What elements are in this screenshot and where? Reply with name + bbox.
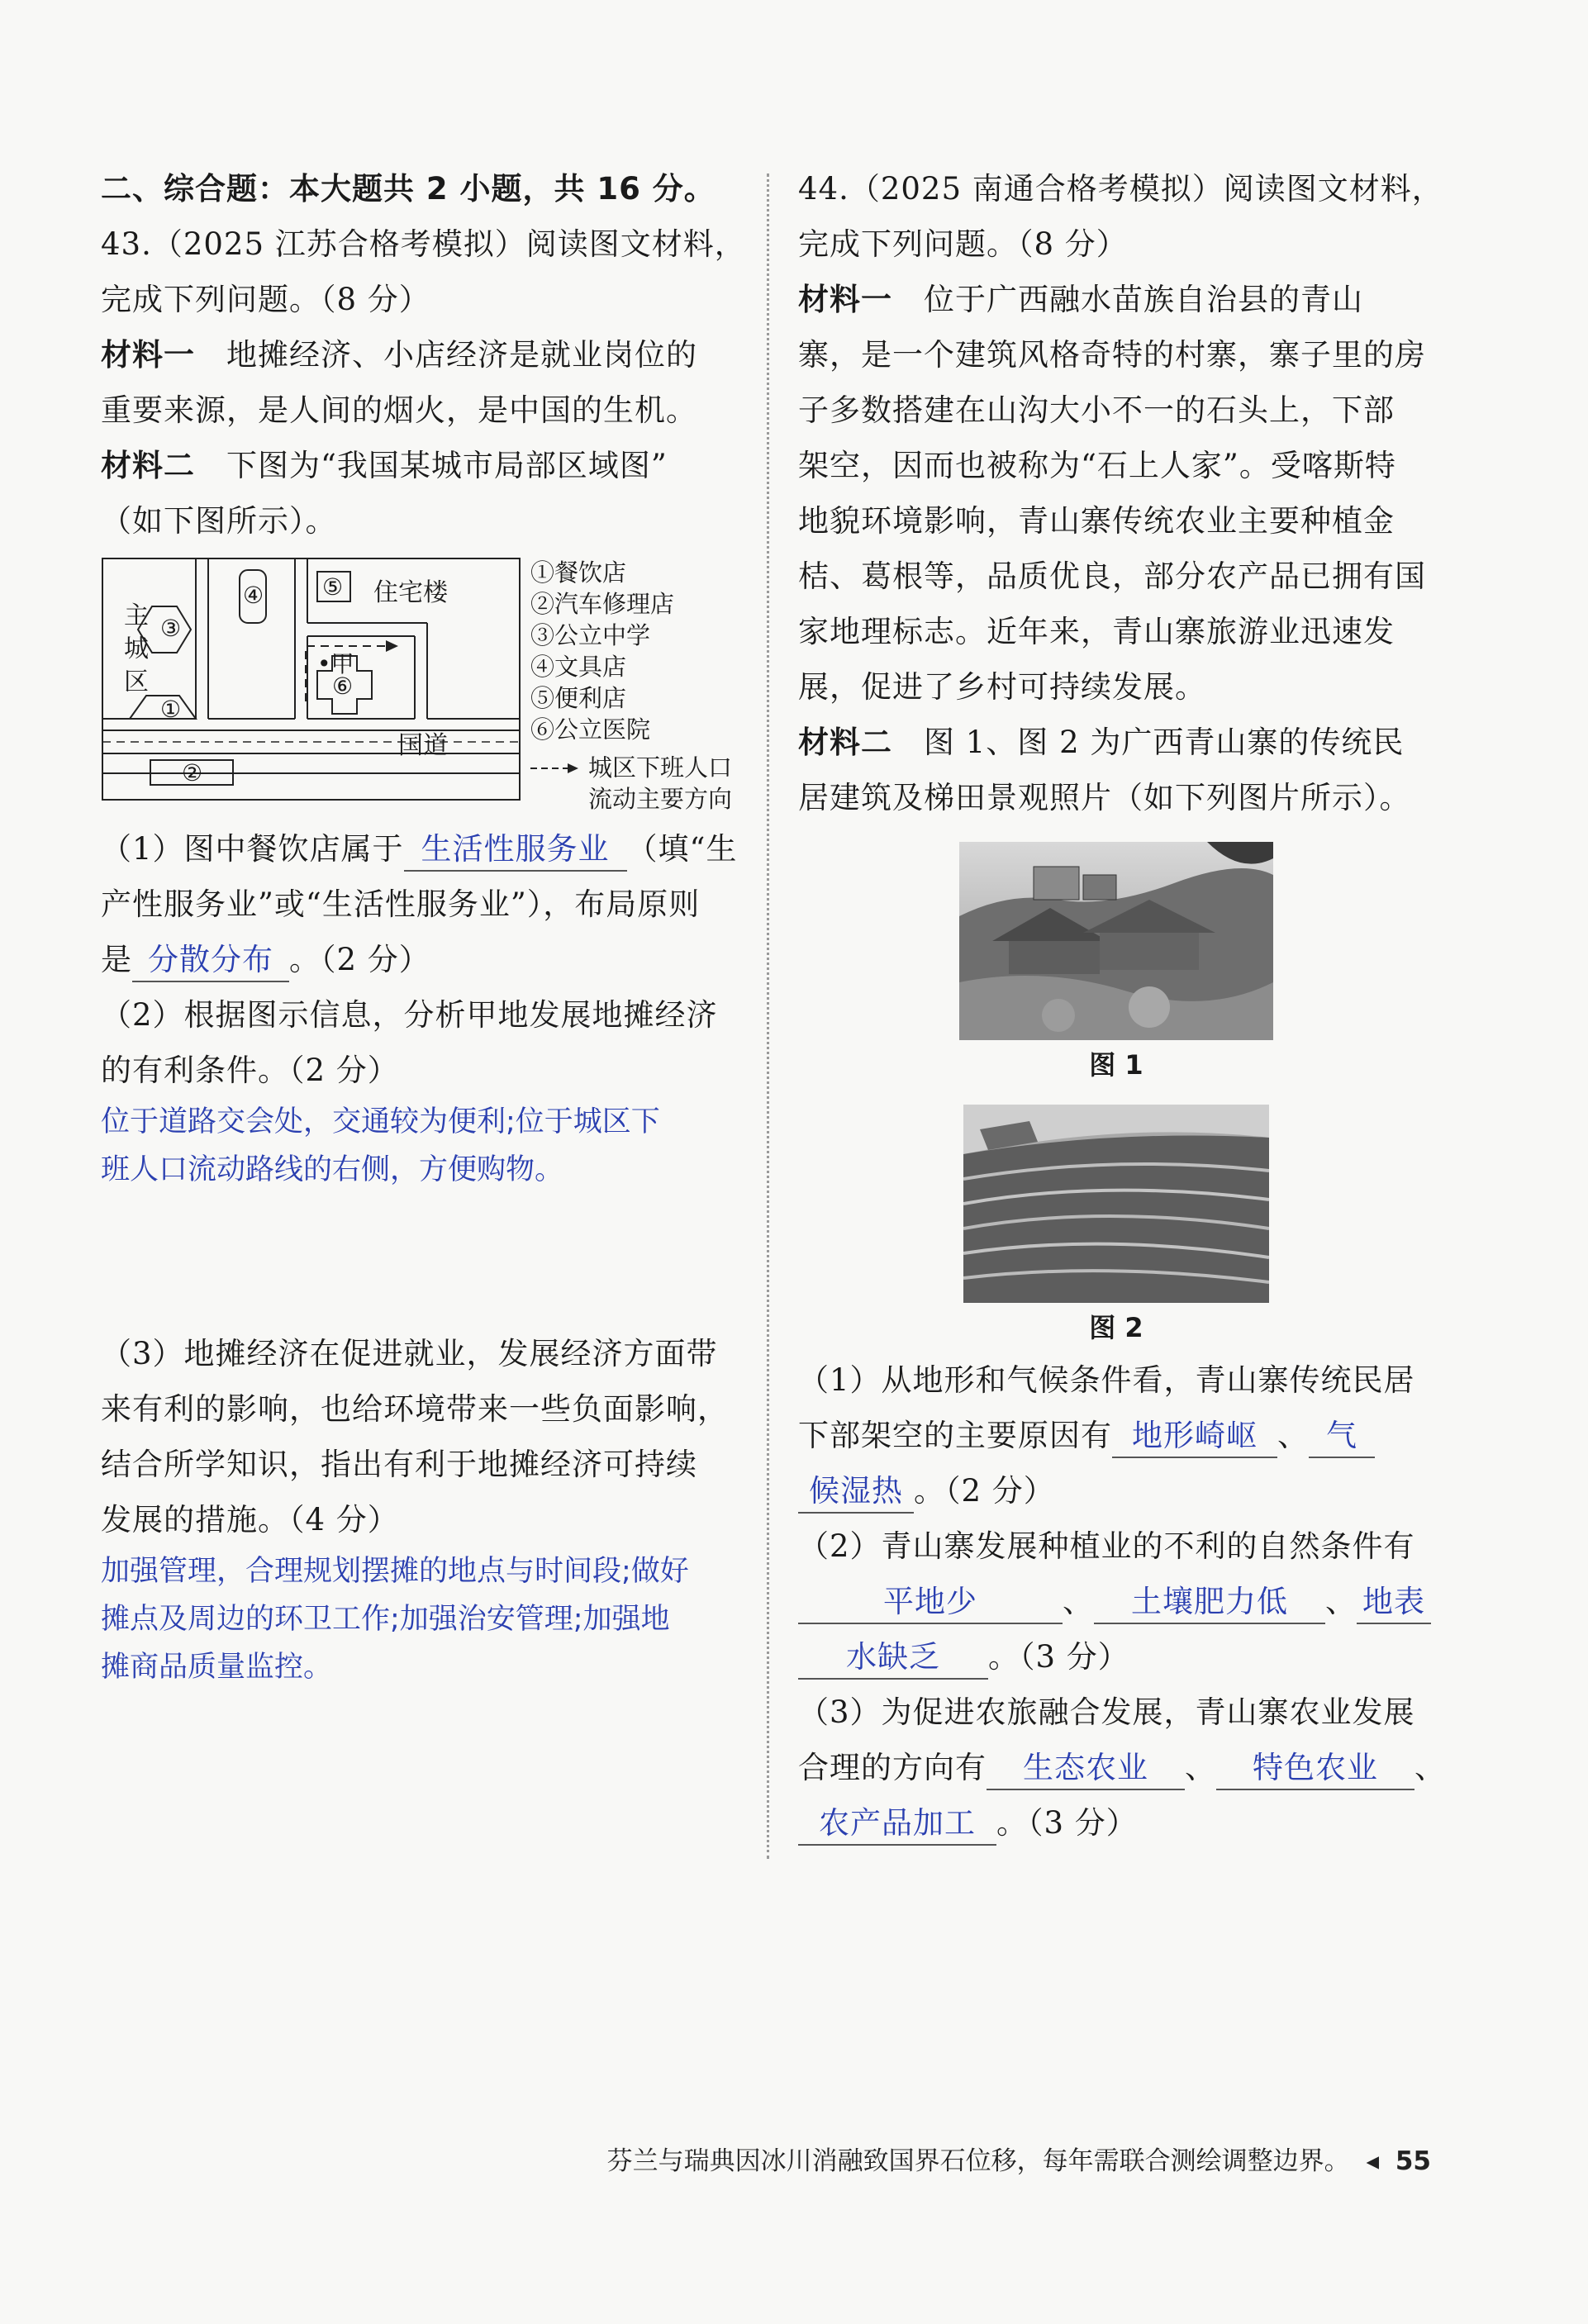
question-text: 。（2 分） xyxy=(914,1473,1055,1509)
q43-part-3: （3）地摊经济在促进就业，发展经济方面带 xyxy=(101,1336,718,1371)
page-number: 55 xyxy=(1395,2146,1431,2176)
material-text: 居建筑及梯田景观照片（如下列图片所示）。 xyxy=(798,780,1411,815)
dashed-arrow-icon xyxy=(530,760,580,777)
q43-material-1 xyxy=(101,327,754,383)
material-text: 家地理标志。近年来，青山寨旅游业迅速发 xyxy=(798,614,1395,649)
q43-material-1-cont: 重要来源，是人间的烟火，是中国的生机。 xyxy=(101,392,697,428)
handwritten-answer: 加强管理，合理规划摆摊的地点与时间段;做好 xyxy=(101,1555,689,1588)
answer-blank: 农产品加工 xyxy=(798,1803,996,1846)
map-num-2: ② xyxy=(182,759,203,787)
q44-part-2-cont xyxy=(798,1574,1434,1629)
q43-header-1: 43.（2025 江苏合格考模拟）阅读图文材料， xyxy=(101,226,746,262)
q44-part-1-end xyxy=(798,1463,1434,1518)
q44-part-1-cont xyxy=(798,1408,1434,1463)
material-label: 材料二 xyxy=(798,725,892,760)
legend-arrow-label: 城区下班人口 xyxy=(588,753,733,782)
answer-blank: 平地少 xyxy=(798,1581,1063,1624)
answer-blank: 土壤肥力低 xyxy=(1094,1581,1325,1624)
question-text: 。（3 分） xyxy=(988,1639,1129,1675)
map-label-road: 国道 xyxy=(398,731,448,760)
handwritten-answer: 位于道路交会处，交通较为便利;位于城区下 xyxy=(101,1105,660,1138)
material-label: 材料一 xyxy=(101,337,195,373)
material-text: 桔、葛根等，品质优良，部分农产品已拥有国 xyxy=(798,558,1426,594)
handwritten-answer: 摊商品质量监控。 xyxy=(101,1651,333,1684)
answer-space xyxy=(101,1194,754,1326)
material-label: 材料一 xyxy=(798,282,892,317)
answer-blank: 分散分布 xyxy=(132,939,289,982)
q44-part-2-end xyxy=(798,1629,1434,1685)
legend-item: ②汽车修理店 xyxy=(530,590,675,618)
map-num-6: ⑥ xyxy=(332,672,354,700)
city-map-figure xyxy=(101,557,754,813)
column-divider xyxy=(767,173,769,1859)
question-text: 合理的方向有 xyxy=(798,1750,987,1785)
material-text: 位于广西融水苗族自治县的青山 xyxy=(892,282,1363,317)
map-point-jia: •甲 xyxy=(317,650,354,677)
q43-part-1-end xyxy=(101,932,754,987)
answer-blank: 气 xyxy=(1309,1415,1375,1458)
q44-part-3: （3）为促进农旅融合发展，青山寨农业发展 xyxy=(798,1694,1415,1730)
question-text: 、 xyxy=(1277,1418,1309,1453)
legend-item: ①餐饮店 xyxy=(530,558,627,587)
q43-part-1 xyxy=(101,821,754,877)
q43-part-3-cont: 来有利的影响，也给环境带来一些负面影响， xyxy=(101,1391,729,1427)
q44-part-1: （1）从地形和气候条件看，青山寨传统民居 xyxy=(798,1362,1415,1398)
legend-arrow-label: 流动主要方向 xyxy=(588,785,733,813)
question-text: 、 xyxy=(1325,1584,1357,1619)
material-text: 寨，是一个建筑风格奇特的村寨，寨子里的房 xyxy=(798,337,1426,373)
q43-part-2: （2）根据图示信息，分析甲地发展地摊经济 xyxy=(101,997,718,1033)
q44-part-3-cont xyxy=(798,1740,1446,1795)
q43-material-2-cont: （如下图所示）。 xyxy=(101,503,337,539)
question-text: 、 xyxy=(1414,1750,1446,1785)
answer-blank: 特色农业 xyxy=(1216,1747,1414,1790)
legend-arrow xyxy=(530,752,732,815)
q43-part-3-cont: 结合所学知识，指出有利于地摊经济可持续 xyxy=(101,1447,697,1482)
q44-part-2: （2）青山寨发展种植业的不利的自然条件有 xyxy=(798,1528,1415,1564)
question-text: （1）图中餐饮店属于 xyxy=(101,831,404,867)
arrow-left-icon: ◂ xyxy=(1366,2146,1379,2176)
question-text: 、 xyxy=(1063,1584,1094,1619)
legend-item: ⑤便利店 xyxy=(530,684,627,712)
section-title: 二、综合题：本大题共 2 小题，共 16 分。 xyxy=(101,171,716,207)
q44-material-2 xyxy=(798,715,1434,770)
q43-header-2: 完成下列问题。（8 分） xyxy=(101,282,430,317)
q44-part-3-end xyxy=(798,1795,1434,1851)
map-num-4: ④ xyxy=(243,582,264,609)
answer-blank: 水缺乏 xyxy=(798,1637,988,1680)
question-text: 下部架空的主要原因有 xyxy=(798,1418,1112,1453)
village-photo xyxy=(959,842,1273,1040)
legend-item: ③公立中学 xyxy=(530,621,651,649)
question-text: （填“生 xyxy=(626,831,738,867)
question-text: 。（2 分） xyxy=(289,942,430,977)
figure-1-caption: 图 1 xyxy=(1089,1049,1143,1081)
q44-header-1: 44.（2025 南通合格考模拟）阅读图文材料， xyxy=(798,171,1443,207)
material-text: 架空，因而也被称为“石上人家”。受喀斯特 xyxy=(798,448,1396,483)
question-text: 。（3 分） xyxy=(996,1805,1138,1841)
footer-fact: 芬兰与瑞典因冰川消融致国界石位移，每年需联合测绘调整边界。 xyxy=(606,2146,1350,2176)
map-label-residential: 住宅楼 xyxy=(373,578,448,607)
material-text: 展，促进了乡村可持续发展。 xyxy=(798,669,1206,705)
answer-blank: 候湿热 xyxy=(798,1471,914,1514)
map-num-5: ⑤ xyxy=(322,573,344,601)
map-num-3: ③ xyxy=(160,615,182,642)
page-footer xyxy=(607,2140,1431,2177)
material-text: 图 1、图 2 为广西青山寨的传统民 xyxy=(892,725,1405,760)
legend-item: ⑥公立医院 xyxy=(530,715,651,744)
handwritten-answer: 摊点及周边的环卫工作;加强治安管理;加强地 xyxy=(101,1603,670,1636)
handwritten-answer: 班人口流动路线的右侧，方便购物。 xyxy=(101,1153,564,1186)
map-legend xyxy=(530,557,732,815)
answer-blank: 地表 xyxy=(1357,1581,1431,1624)
map-num-1: ① xyxy=(160,696,182,723)
map-label-main-city: 主城区 xyxy=(124,601,149,696)
material-label: 材料二 xyxy=(101,448,195,483)
question-text: 是 xyxy=(101,942,132,977)
material-text: 地貌环境影响，青山寨传统农业主要种植金 xyxy=(798,503,1395,539)
q43-part-2-cont: 的有利条件。（2 分） xyxy=(101,1053,399,1088)
material-text: 下图为“我国某城市局部区域图” xyxy=(195,448,668,483)
q43-part-3-cont: 发展的措施。（4 分） xyxy=(101,1502,399,1537)
legend-item: ④文具店 xyxy=(530,653,627,681)
q44-material-1 xyxy=(798,272,1434,327)
material-text: 子多数搭建在山沟大小不一的石头上，下部 xyxy=(798,392,1395,428)
material-text: 地摊经济、小店经济是就业岗位的 xyxy=(195,337,697,373)
q43-part-1-cont: 产性服务业”或“生活性服务业”），布局原则 xyxy=(101,886,701,922)
question-text: 、 xyxy=(1185,1750,1216,1785)
answer-blank: 生态农业 xyxy=(987,1747,1185,1790)
q43-material-2 xyxy=(101,438,754,493)
answer-blank: 地形崎岖 xyxy=(1112,1415,1277,1458)
question-43 xyxy=(101,161,754,1691)
q44-header-2: 完成下列问题。（8 分） xyxy=(798,226,1128,262)
figure-2-caption: 图 2 xyxy=(1089,1312,1143,1343)
city-map xyxy=(101,557,522,805)
question-44 xyxy=(798,161,1446,1851)
terrace-photo xyxy=(963,1105,1269,1303)
answer-blank: 生活性服务业 xyxy=(404,829,627,872)
